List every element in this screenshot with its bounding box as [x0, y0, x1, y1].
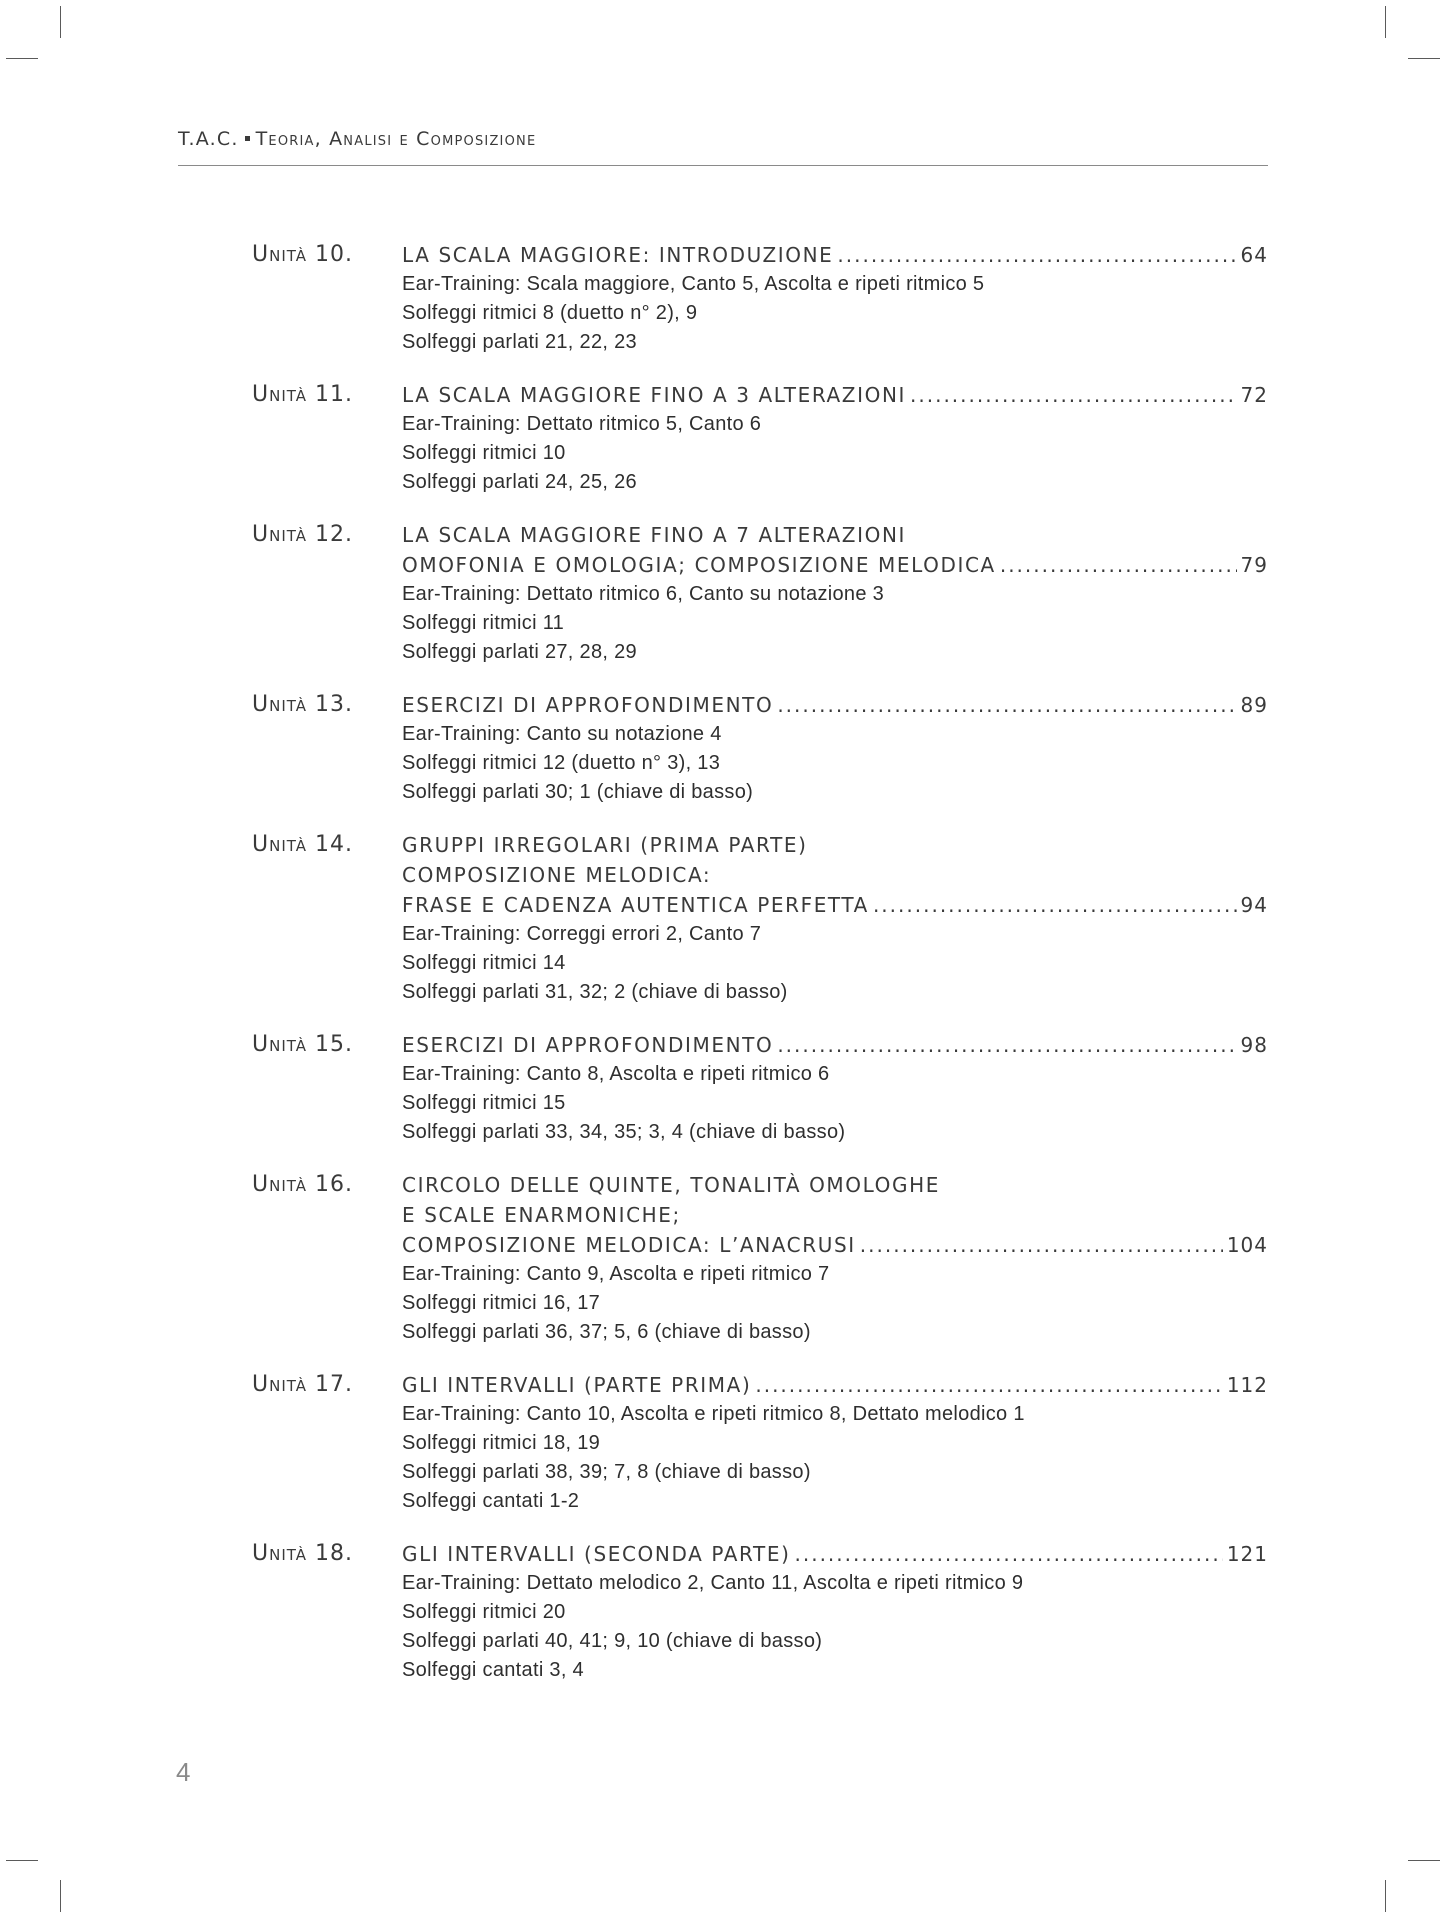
sub-item: Ear-Training: Correggi errori 2, Canto 7 — [402, 923, 762, 945]
chapter-title-text: LA SCALA MAGGIORE FINO A 3 ALTERAZIONI — [402, 383, 907, 407]
crop-mark — [60, 1880, 61, 1912]
chapter-title-line — [402, 1030, 1268, 1060]
sub-item: Solfeggi ritmici 16, 17 — [402, 1292, 601, 1314]
dot-leader — [777, 690, 1236, 720]
crop-mark — [1408, 1860, 1440, 1861]
separator-square-icon — [245, 136, 250, 141]
unit-label: Unità 11. — [252, 382, 353, 407]
chapter-title-line — [402, 690, 1268, 720]
crop-mark — [1385, 1880, 1386, 1912]
entry-body — [402, 520, 1268, 667]
sub-item: Solfeggi parlati 21, 22, 23 — [402, 331, 637, 353]
crop-mark — [1408, 58, 1440, 59]
unit-label: Unità 12. — [252, 522, 353, 547]
chapter-title-text: OMOFONIA E OMOLOGIA; COMPOSIZIONE MELODICA — [402, 553, 996, 577]
sub-item: Solfeggi ritmici 8 (duetto n° 2), 9 — [402, 302, 698, 324]
sub-item: Solfeggi ritmici 10 — [402, 442, 566, 464]
chapter-title-text: GLI INTERVALLI (PARTE PRIMA) — [402, 1373, 752, 1397]
sub-item: Ear-Training: Canto su notazione 4 — [402, 723, 722, 745]
sub-item: Solfeggi parlati 33, 34, 35; 3, 4 (chiave di basso) — [402, 1121, 846, 1143]
chapter-title-text: CIRCOLO DELLE QUINTE, TONALITÀ OMOLOGHE — [402, 1173, 940, 1197]
dot-leader — [1000, 550, 1237, 580]
toc-entry — [252, 380, 1268, 497]
sub-item: Solfeggi cantati 1-2 — [402, 1490, 580, 1512]
dot-leader — [837, 240, 1236, 270]
chapter-title-line — [402, 380, 1268, 410]
toc-entry — [252, 830, 1268, 1007]
entry-body — [402, 1370, 1268, 1516]
dot-leader — [873, 890, 1237, 920]
chapter-title-line — [402, 1539, 1268, 1569]
unit-label: Unità 15. — [252, 1032, 353, 1057]
toc-entry — [252, 690, 1268, 807]
page-ref: 98 — [1240, 1033, 1268, 1057]
sub-item: Solfeggi ritmici 15 — [402, 1092, 566, 1114]
chapter-title-line — [402, 860, 1268, 890]
entry-body — [402, 1170, 1268, 1347]
sub-item: Ear-Training: Dettato ritmico 5, Canto 6 — [402, 413, 762, 435]
sub-item: Ear-Training: Dettato melodico 2, Canto 11, Ascolta e ripeti ritmico 9 — [402, 1572, 1024, 1594]
dot-leader — [755, 1370, 1222, 1400]
chapter-title-text: ESERCIZI DI APPROFONDIMENTO — [402, 693, 774, 717]
chapter-title-line — [402, 1370, 1268, 1400]
running-header-right: Teoria, Analisi e Composizione — [255, 128, 537, 150]
entry-body — [402, 1030, 1268, 1147]
crop-mark — [60, 6, 61, 38]
page-ref: 112 — [1226, 1373, 1268, 1397]
running-header — [178, 128, 1268, 150]
chapter-title-line — [402, 830, 1268, 860]
sub-item: Solfeggi cantati 3, 4 — [402, 1659, 584, 1681]
header-rule — [178, 165, 1268, 166]
entry-body — [402, 690, 1268, 807]
chapter-title-text: LA SCALA MAGGIORE: INTRODUZIONE — [402, 243, 834, 267]
table-of-contents — [252, 240, 1268, 1708]
unit-label: Unità 14. — [252, 832, 353, 857]
dot-leader — [777, 1030, 1236, 1060]
toc-entry — [252, 520, 1268, 667]
page-ref: 121 — [1226, 1542, 1268, 1566]
chapter-title-text: COMPOSIZIONE MELODICA: L’ANACRUSI — [402, 1233, 856, 1257]
page-ref: 89 — [1240, 693, 1268, 717]
page-ref: 104 — [1226, 1233, 1268, 1257]
chapter-title-text: ESERCIZI DI APPROFONDIMENTO — [402, 1033, 774, 1057]
unit-label: Unità 16. — [252, 1172, 353, 1197]
sub-item: Solfeggi parlati 31, 32; 2 (chiave di basso) — [402, 981, 788, 1003]
chapter-title-line — [402, 1200, 1268, 1230]
page-ref: 64 — [1240, 243, 1268, 267]
chapter-title-text: GLI INTERVALLI (SECONDA PARTE) — [402, 1542, 791, 1566]
chapter-title-line — [402, 520, 1268, 550]
sub-item: Solfeggi parlati 30; 1 (chiave di basso) — [402, 781, 754, 803]
chapter-title-text: LA SCALA MAGGIORE FINO A 7 ALTERAZIONI — [402, 523, 907, 547]
toc-entry — [252, 1539, 1268, 1685]
entry-body — [402, 240, 1268, 357]
crop-mark — [1385, 6, 1386, 38]
sub-item: Solfeggi ritmici 14 — [402, 952, 566, 974]
sub-item: Ear-Training: Canto 9, Ascolta e ripeti ritmico 7 — [402, 1263, 830, 1285]
sub-item: Solfeggi parlati 36, 37; 5, 6 (chiave di basso) — [402, 1321, 811, 1343]
running-header-left: T.A.C. — [178, 128, 239, 150]
entry-body — [402, 830, 1268, 1007]
chapter-title-text: COMPOSIZIONE MELODICA: — [402, 863, 712, 887]
chapter-title-line — [402, 1170, 1268, 1200]
sub-item: Ear-Training: Canto 10, Ascolta e ripeti ritmico 8, Dettato melodico 1 — [402, 1403, 1025, 1425]
toc-entry — [252, 1170, 1268, 1347]
dot-leader — [860, 1230, 1223, 1260]
chapter-title-text: FRASE E CADENZA AUTENTICA PERFETTA — [402, 893, 869, 917]
sub-item: Solfeggi ritmici 11 — [402, 612, 565, 634]
sub-item: Ear-Training: Canto 8, Ascolta e ripeti ritmico 6 — [402, 1063, 830, 1085]
sub-item: Solfeggi ritmici 12 (duetto n° 3), 13 — [402, 752, 721, 774]
sub-item: Ear-Training: Scala maggiore, Canto 5, Ascolta e ripeti ritmico 5 — [402, 273, 985, 295]
sub-item: Ear-Training: Dettato ritmico 6, Canto su notazione 3 — [402, 583, 885, 605]
toc-entry — [252, 240, 1268, 357]
chapter-title-line — [402, 890, 1268, 920]
chapter-title-text: E SCALE ENARMONICHE; — [402, 1203, 681, 1227]
sub-item: Solfeggi parlati 38, 39; 7, 8 (chiave di basso) — [402, 1461, 811, 1483]
chapter-title-line — [402, 240, 1268, 270]
unit-label: Unità 17. — [252, 1372, 353, 1397]
chapter-title-text: GRUPPI IRREGOLARI (PRIMA PARTE) — [402, 833, 808, 857]
sub-item: Solfeggi ritmici 20 — [402, 1601, 566, 1623]
unit-label: Unità 13. — [252, 692, 353, 717]
entry-body — [402, 380, 1268, 497]
crop-mark — [6, 58, 38, 59]
sub-item: Solfeggi parlati 24, 25, 26 — [402, 471, 637, 493]
entry-body — [402, 1539, 1268, 1685]
unit-label: Unità 18. — [252, 1541, 353, 1566]
dot-leader — [795, 1539, 1223, 1569]
toc-entry — [252, 1370, 1268, 1516]
sub-item: Solfeggi parlati 27, 28, 29 — [402, 641, 637, 663]
page-ref: 72 — [1240, 383, 1268, 407]
unit-label: Unità 10. — [252, 242, 353, 267]
sub-item: Solfeggi ritmici 18, 19 — [402, 1432, 601, 1454]
page-ref: 94 — [1240, 893, 1268, 917]
page-ref: 79 — [1240, 553, 1268, 577]
toc-entry — [252, 1030, 1268, 1147]
page-number: 4 — [176, 1757, 191, 1787]
chapter-title-line — [402, 1230, 1268, 1260]
crop-mark — [6, 1860, 38, 1861]
chapter-title-line — [402, 550, 1268, 580]
sub-item: Solfeggi parlati 40, 41; 9, 10 (chiave di basso) — [402, 1630, 823, 1652]
dot-leader — [910, 380, 1237, 410]
